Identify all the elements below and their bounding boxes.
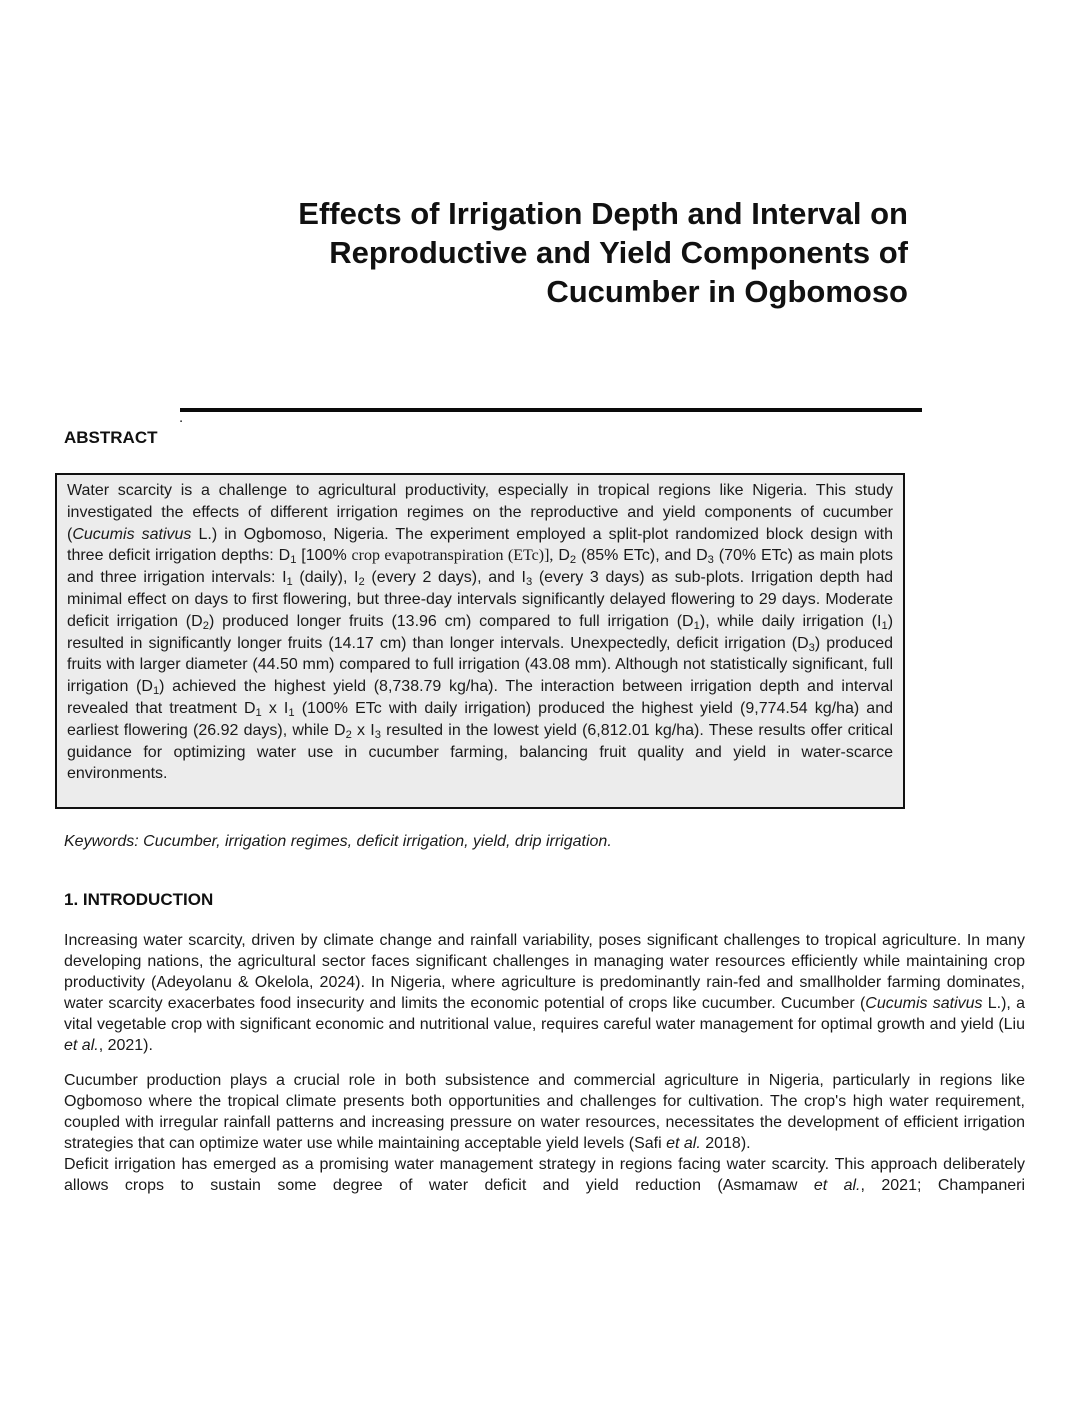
- page-title: [0, 194, 908, 311]
- title-line-1: Effects of Irrigation Depth and Interval on: [298, 196, 908, 231]
- intro-paragraph-1: Increasing water scarcity, driven by climate change and rainfall variability, poses significant challenges to tropical agriculture. In many developing nations, the agricultural sector faces significant challenges in managing water resources efficiently while maintaining crop productivity (Adeyolanu & Okelola, 2024). In Nigeria, where agriculture is predominantly rain-fed and smallholder farming dominates, water scarcity exacerbates food insecurity and limits the economic potential of crops like cucumber. Cucumber (Cucumis sativus L.), a vital vegetable crop with significant economic and nutritional value, requires careful water management for optimal growth and yield (Liu et al., 2021).: [64, 932, 1025, 1054]
- intro-paragraph-2: Cucumber production plays a crucial role in both subsistence and commercial agriculture in Nigeria, particularly in regions like Ogbomoso where the tropical climate presents both opportunities and challenges for cultivation. The crop's high water requirement, coupled with irregular rainfall patterns and increasing pressure on water resources, necessitates the development of efficient irrigation strategies that can optimize water use while maintaining acceptable yield levels (Safi et al. 2018).: [64, 1072, 1025, 1153]
- abstract-text: Water scarcity is a challenge to agricultural productivity, especially in tropical regions like Nigeria. This study investigated the effects of different irrigation regimes on the reproductive and yield components of cucumber (Cucumis sativus L.) in Ogbomoso, Nigeria. The experiment employed a split-plot randomized block design with three deficit irrigation depths: $D_1$ [100% crop evapotranspiration (ETc)], $D_2$ (85% ETc), and $D_3$ (70% ETc) as main plots and three irrigation intervals: $I_1$ (daily), $I_2$ (every 2 days), and $I_3$ (every 3 days) as sub-plots. Irrigation depth had minimal effect on days to first flowering, but three-day intervals significantly delayed flowering to 29 days. Moderate deficit irrigation $(D_2)$ produced longer fruits (13.96 cm) compared to full irrigation $(D_1)$, while daily irrigation $(I_1)$ resulted in significantly longer fruits (14.17 cm) than longer intervals. Unexpectedly, deficit irrigation $(D_3)$ produced fruits with larger diameter (44.50 mm) compared to full irrigation (43.08 mm). Although not statistically significant, full irrigation $(D_1)$ achieved the highest yield (8,738.79 kg/ha). The interaction between irrigation depth and interval revealed that treatment $D_1$ x $I_1$ (100% ETc with daily irrigation) produced the highest yield (9,774.54 kg/ha) and earliest flowering (26.92 days), while $D_2$ x $I_3$ resulted in the lowest yield (6,812.01 kg/ha). These results offer critical guidance for optimizing water use in cucumber farming, balancing fruit quality and yield in water-scarce environments.: [67, 482, 894, 783]
- intro-paragraph-3: Deficit irrigation has emerged as a promising water management strategy in regions facing water scarcity. This approach deliberately allows crops to sustain some degree of water deficit and yield reduction (Asmamaw et al., 2021; Champaneri: [64, 1156, 1025, 1194]
- introduction-section: [64, 931, 1025, 1197]
- abstract-box: [55, 473, 905, 809]
- title-line-2: Reproductive and Yield Components of: [329, 235, 908, 270]
- title-line-3: Cucumber in Ogbomoso: [546, 274, 908, 309]
- stray-period: .: [179, 409, 184, 426]
- abstract-heading: ABSTRACT: [64, 428, 158, 447]
- section-divider-rule: [180, 408, 922, 412]
- keywords-line: Keywords: Cucumber, irrigation regimes, deficit irrigation, yield, drip irrigation.: [64, 833, 612, 850]
- introduction-heading: 1. INTRODUCTION: [64, 890, 214, 909]
